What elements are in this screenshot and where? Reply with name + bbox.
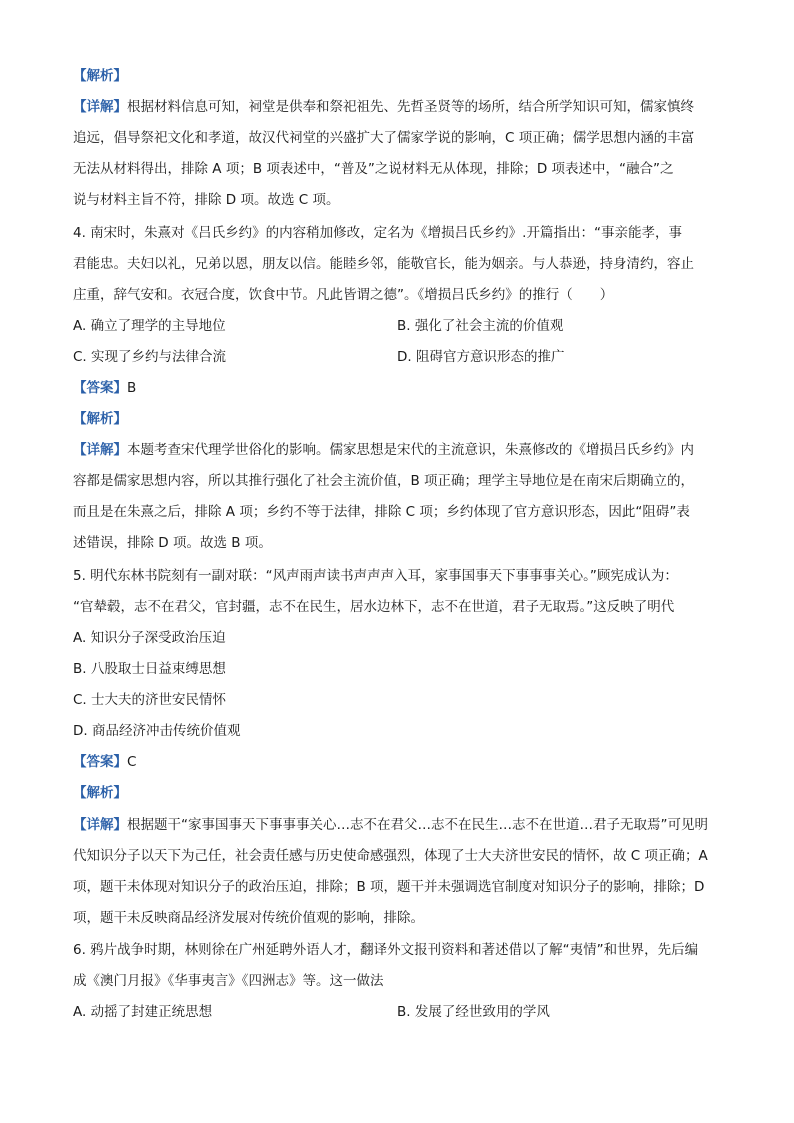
detail-line: 【详解】根据材料信息可知，祠堂是供奉和祭祀祖先、先哲圣贤等的场所，结合所学知识可知，儒家慎终 (73, 99, 694, 115)
question-stem: 庄重，辞气安和。衣冠合度，饮食中节。凡此皆谓之德”。《增损吕氏乡约》的推行（ ） (73, 287, 614, 303)
option-c: C. 实现了乡约与法律合流 (73, 349, 227, 365)
answer-label: 【答案】 (73, 754, 127, 770)
question-stem: 成《澳门月报》《华事夷言》《四洲志》等。这一做法 (73, 973, 384, 989)
option-d: D. 商品经济冲击传统价值观 (73, 723, 241, 739)
detail-label: 【详解】 (73, 817, 127, 833)
detail-line: 而且是在朱熹之后，排除 A 项；乡约不等于法律，排除 C 项；乡约体现了官方意识形态，因此“阻碍”表 (73, 504, 690, 520)
question-stem: 4. 南宋时，朱熹对《吕氏乡约》的内容稍加修改，定名为《增损吕氏乡约》.开篇指出：“事亲能孝，事 (73, 225, 682, 241)
detail-line: 【详解】本题考查宋代理学世俗化的影响。儒家思想是宋代的主流意识，朱熹修改的《增损吕氏乡约》内 (73, 442, 694, 458)
detail-line: 无法从材料得出，排除 A 项；B 项表述中，“普及”之说材料无从体现，排除；D 项表述中，“融合”之 (73, 161, 674, 177)
detail-label: 【详解】 (73, 99, 127, 115)
option-a: A. 知识分子深受政治压迫 (73, 630, 226, 646)
detail-line: 【详解】根据题干“家事国事天下事事事关心…志不在君父…志不在民生…志不在世道…君子无取焉”可见明 (73, 817, 708, 833)
answer-line (73, 378, 136, 398)
analysis-label: 【解析】 (73, 785, 127, 801)
answer-line (73, 752, 136, 772)
option-a: A. 确立了理学的主导地位 (73, 318, 226, 334)
answer-value: B (127, 380, 137, 396)
option-b: B. 发展了经世致用的学风 (397, 1004, 550, 1020)
detail-line: 代知识分子以天下为己任，社会责任感与历史使命感强烈，体现了士大夫济世安民的情怀，故 C 项正确；A (73, 848, 708, 864)
question-stem: “官辇毂，志不在君父，官封疆，志不在民生，居水边林下，志不在世道，君子无取焉。”这反映了明代 (73, 599, 675, 615)
detail-line: 追远，倡导祭祀文化和孝道，故汉代祠堂的兴盛扩大了儒家学说的影响，C 项正确；儒学思想内涵的丰富 (73, 130, 695, 146)
detail-line: 述错误，排除 D 项。故选 B 项。 (73, 535, 272, 551)
option-b: B. 强化了社会主流的价值观 (397, 318, 564, 334)
option-a: A. 动摇了封建正统思想 (73, 1004, 213, 1020)
detail-line: 项，题干未体现对知识分子的政治压迫，排除；B 项，题干并未强调选官制度对知识分子的影响，排除；D (73, 879, 705, 895)
question-stem: 君能忠。夫妇以礼，兄弟以恩，朋友以信。能睦乡邻，能敬官长，能为姻亲。与人恭逊，持身清约，容止 (73, 256, 694, 272)
option-d: D. 阻碍官方意识形态的推广 (397, 349, 565, 365)
option-b: B. 八股取士日益束缚思想 (73, 661, 226, 677)
analysis-label: 【解析】 (73, 411, 127, 427)
analysis-label: 【解析】 (73, 68, 127, 84)
detail-label: 【详解】 (73, 442, 127, 458)
detail-line: 项，题干未反映商品经济发展对传统价值观的影响，排除。 (73, 910, 424, 926)
detail-line: 说与材料主旨不符，排除 D 项。故选 C 项。 (73, 192, 340, 208)
detail-line: 容都是儒家思想内容，所以其推行强化了社会主流价值，B 项正确；理学主导地位是在南宋后期确立的， (73, 473, 695, 489)
option-c: C. 士大夫的济世安民情怀 (73, 692, 227, 708)
question-stem: 6. 鸦片战争时期，林则徐在广州延聘外语人才，翻译外文报刊资料和著述借以了解“夷情”和世界，先后编 (73, 942, 699, 958)
answer-value: C (127, 754, 137, 770)
question-stem: 5. 明代东林书院刻有一副对联：“风声雨声读书声声声入耳，家事国事天下事事事关心。”顾宪成认为： (73, 568, 678, 584)
answer-label: 【答案】 (73, 380, 127, 396)
